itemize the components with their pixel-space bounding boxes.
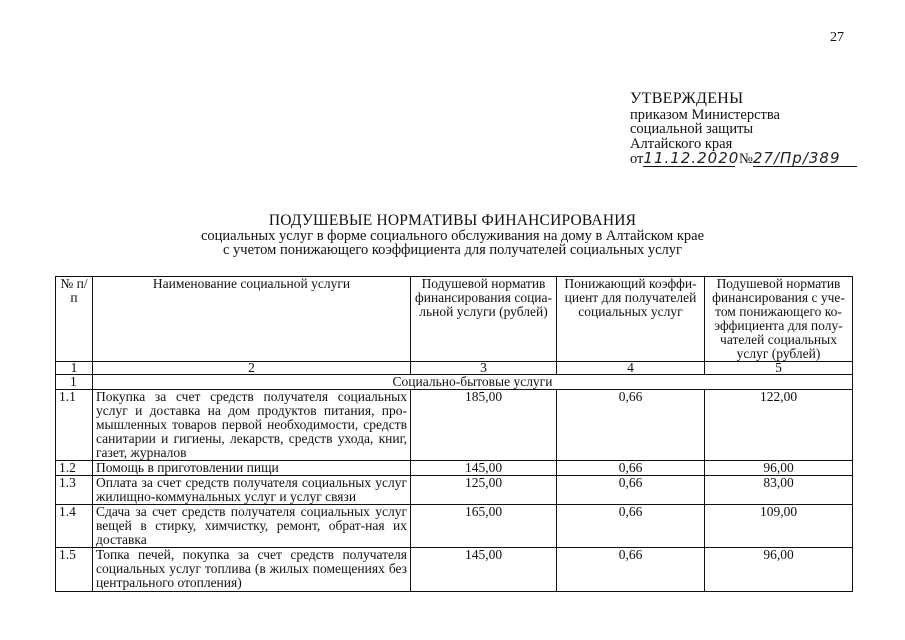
- norms-table: [55, 276, 853, 592]
- row-norm: 165,00: [411, 505, 557, 548]
- column-number: 1: [56, 362, 93, 375]
- row-norm: 145,00: [411, 461, 557, 476]
- row-service-name: Покупка за счет средств получателя социальных услуг и доставка на дом продуктов питания, про-мышленных товаров первой необходимости, средств санитарии и гигиены, лекарств, средств ухода, книг, газет, журналов: [93, 390, 411, 461]
- row-coefficient: 0,66: [557, 548, 705, 592]
- header-result: Подушевой норматив финансирования с уче-том понижающего ко-эффициента для полу-чателей социальных услуг (рублей): [705, 277, 853, 362]
- row-norm: 125,00: [411, 476, 557, 505]
- approval-from-label: от: [630, 151, 644, 167]
- section-row: [56, 375, 853, 390]
- row-result: 96,00: [705, 461, 853, 476]
- table-row: [56, 390, 853, 461]
- approval-block: [630, 92, 857, 167]
- table-header-row: [56, 277, 853, 362]
- approval-date-line: [630, 151, 857, 167]
- title-line-2: социальных услуг в форме социального обслуживания на дому в Алтайском крае: [200, 227, 705, 244]
- table-row: [56, 476, 853, 505]
- header-norm: Подушевой норматив финансирования социа-льной услуги (рублей): [411, 277, 557, 362]
- title-line-1: ПОДУШЕВЫЕ НОРМАТИВЫ ФИНАНСИРОВАНИЯ: [268, 212, 637, 229]
- page-number: 27: [830, 30, 844, 45]
- table-row: [56, 548, 853, 592]
- approval-date: 11.12.2020: [643, 149, 740, 167]
- row-result: 96,00: [705, 548, 853, 592]
- header-num: № п/п: [56, 277, 93, 362]
- approval-line-2: социальной защиты: [630, 121, 754, 137]
- row-service-name: Топка печей, покупка за счет средств получателя социальных услуг топлива (в жилых помещениях без центрального отопления): [93, 548, 411, 592]
- column-number: 4: [557, 362, 705, 375]
- row-number: 1.3: [56, 476, 93, 505]
- approval-line-3: Алтайского края: [630, 135, 733, 152]
- section-number: 1: [56, 375, 93, 390]
- column-number: 2: [93, 362, 411, 375]
- row-service-name: Сдача за счет средств получателя социальных услуг вещей в стирку, химчистку, ремонт, обрат-ная их доставка: [93, 505, 411, 548]
- approval-line-1: приказом Министерства: [630, 106, 780, 123]
- title-line-3: с учетом понижающего коэффициента для получателей социальных услуг: [223, 242, 682, 258]
- row-service-name: Оплата за счет средств получателя социальных услуг жилищно-коммунальных услуг и услуг связи: [93, 476, 411, 505]
- row-coefficient: 0,66: [557, 461, 705, 476]
- header-service-name: Наименование социальной услуги: [93, 277, 411, 362]
- row-number: 1.5: [56, 548, 93, 592]
- table-row: [56, 505, 853, 548]
- row-result: 109,00: [705, 505, 853, 548]
- row-norm: 145,00: [411, 548, 557, 592]
- row-number: 1.1: [56, 390, 93, 461]
- row-service-name: Помощь в приготовлении пищи: [93, 461, 411, 476]
- row-norm: 185,00: [411, 390, 557, 461]
- document-title: [0, 214, 905, 258]
- column-number: 3: [411, 362, 557, 375]
- row-coefficient: 0,66: [557, 390, 705, 461]
- table-row: [56, 461, 853, 476]
- header-coefficient: Понижающий коэффи-циент для получателей социальных услуг: [557, 277, 705, 362]
- row-coefficient: 0,66: [557, 476, 705, 505]
- column-number: 5: [705, 362, 853, 375]
- approval-number: 27/Пр/389: [753, 151, 857, 167]
- row-coefficient: 0,66: [557, 505, 705, 548]
- row-number: 1.4: [56, 505, 93, 548]
- row-number: 1.2: [56, 461, 93, 476]
- row-result: 122,00: [705, 390, 853, 461]
- approval-number-label: №: [739, 151, 753, 167]
- section-title: Социально-бытовые услуги: [93, 375, 853, 390]
- row-result: 83,00: [705, 476, 853, 505]
- column-number-row: [56, 362, 853, 375]
- approval-heading: УТВЕРЖДЕНЫ: [630, 90, 744, 107]
